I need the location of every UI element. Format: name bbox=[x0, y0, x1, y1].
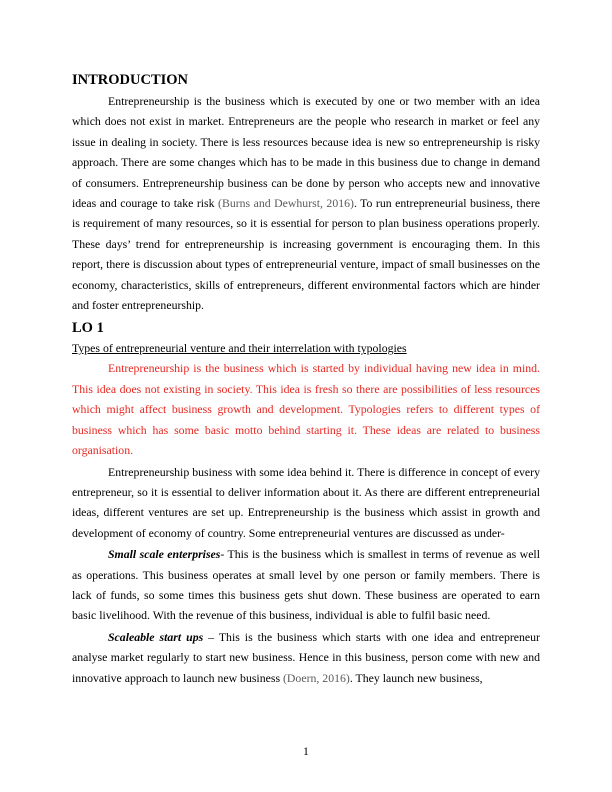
small-scale-paragraph bbox=[72, 544, 540, 626]
intro-text-end: . To run entrepreneurial business, there is requirement of many resources, so it is essential for person to plan business operations properly. These days’ trend for entrepreneurship is increasing government is encouraging them. In this report, there is discussion about types of entrepreneurial venture, impact of small businesses on the economy, characteristics, skills of entrepreneurs, different environmental factors which are hinder and foster entrepreneurship. bbox=[72, 196, 540, 313]
section-subheading: Types of entrepreneurial venture and their interrelation with typologies bbox=[72, 341, 407, 356]
introduction-heading: INTRODUCTION bbox=[72, 72, 189, 88]
scaleable-paragraph bbox=[72, 627, 540, 688]
ventures-paragraph: Entrepreneurship business with some idea behind it. There is difference in concept of every entrepreneur, so it is essential to deliver information about it. As there are different entrepreneurial ideas, different ventures are set up. Entrepreneurship is the business which assist in growth and development of economy of country. Some entrepreneurial ventures are discussed as under- bbox=[72, 464, 540, 540]
lo1-heading: LO 1 bbox=[72, 320, 104, 337]
highlighted-paragraph: Entrepreneurship is the business which is started by individual having new idea in mind. This idea does not existing in society. This idea is fresh so there are possibilities of less resources which might affect business growth and development. Typologies refers to different types of business which has some basic motto behind starting it. These ideas are related to business organisation. bbox=[72, 361, 540, 458]
page-content bbox=[72, 71, 540, 688]
introduction-paragraph bbox=[72, 91, 540, 315]
citation-burns-dewhurst: (Burns and Dewhurst, 2016) bbox=[218, 196, 354, 211]
scaleable-text-end: . They launch new business, bbox=[349, 670, 483, 685]
intro-text-start: Entrepreneurship is the business which is executed by one or two member with an idea which does not exist in market. Entrepreneurs are the people who research in market or feel any issue in dealing in society. There is less resources because idea is new so entrepreneurship is risky approach. There are some changes which has to be made in this business due to change in demand of consumers. Entrepreneurship business can be done by person who accepts new and innovative ideas and courage to take risk bbox=[72, 94, 540, 211]
scaleable-text-start: – This is the business which starts with one idea and entrepreneur analyse market regularly to start new business. Hence in this business, person come with new and innovative approach to launch new business bbox=[72, 629, 540, 685]
term-scaleable-start-ups: Scaleable start ups bbox=[108, 629, 204, 644]
citation-doern: (Doern, 2016) bbox=[282, 670, 350, 685]
small-scale-text: - This is the business which is smallest in terms of revenue as well as operations. This business operates at small level by one person or family members. There is lack of funds, so some times this business gets shut down. These business are operated to earn basic livelihood. With the revenue of this business, individual is able to fulfil basic need. bbox=[72, 547, 540, 623]
term-small-scale-enterprises: Small scale enterprises bbox=[108, 547, 221, 562]
page-number: 1 bbox=[303, 744, 309, 758]
